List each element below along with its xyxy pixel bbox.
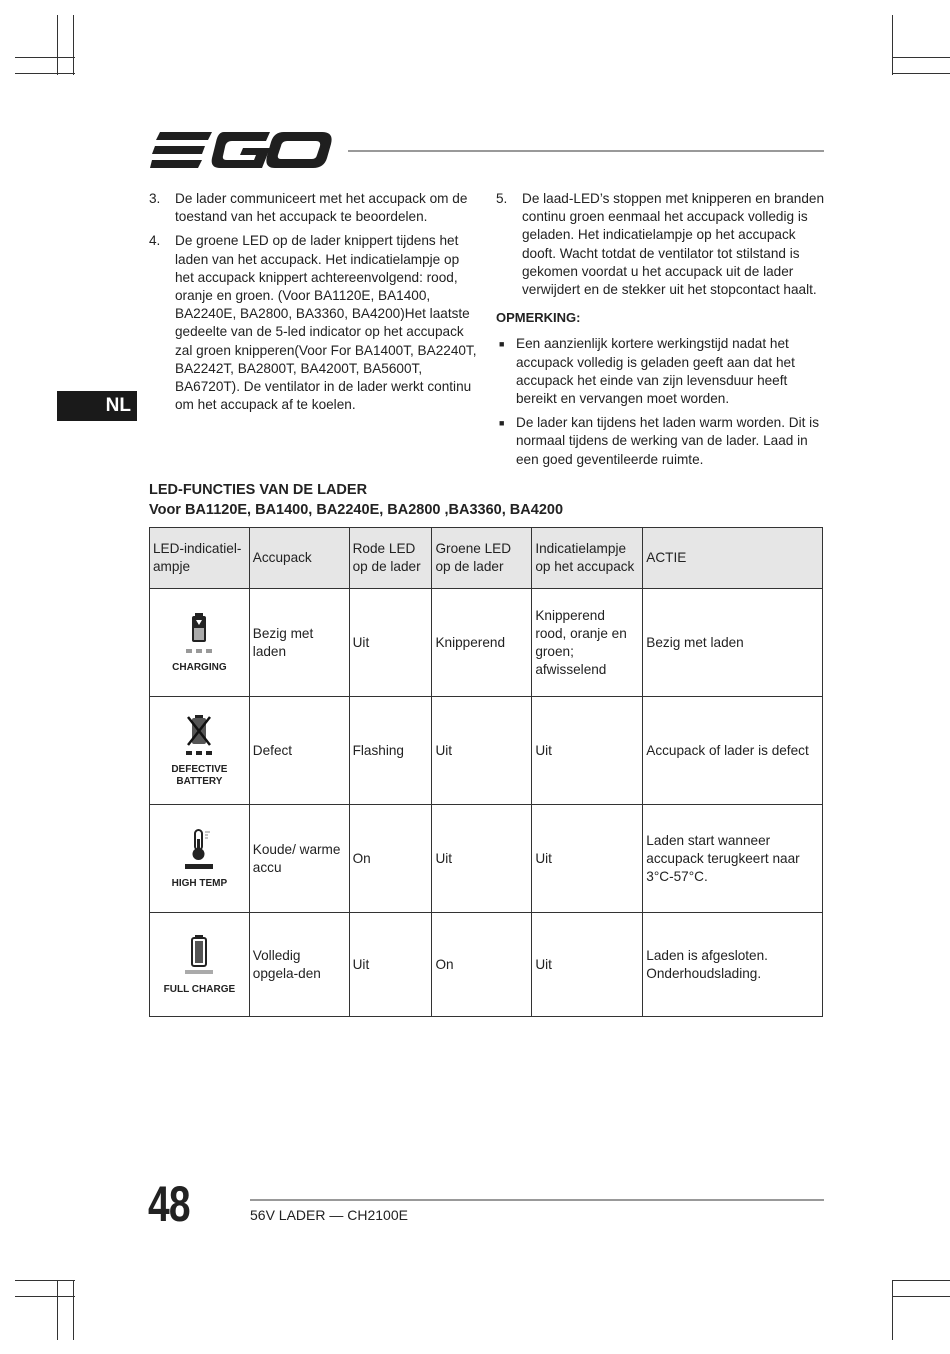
crop-mark [892, 57, 950, 58]
icon-caption: DEFECTIVE BATTERY [171, 764, 228, 787]
crop-mark [73, 1280, 74, 1340]
square-bullet-icon: ■ [499, 418, 505, 429]
table-cell: Knipperend [432, 589, 532, 697]
column-header: Rode LED op de lader [349, 528, 432, 589]
table-row [150, 805, 823, 913]
item-text: De laad-LED’s stoppen met knipperen en branden continu groen eenmaal het accupack volledig is geladen. Het indicatielampje op het accupack dooft. Wacht totdat de ventilator tot stilstand is gekomen voordat u het accupack uit de lader verwijdert en de stekker uit het stopcontact haalt. [522, 191, 825, 298]
ego-logo [150, 128, 332, 172]
header-rule [348, 150, 824, 152]
item-number: 4. [149, 233, 161, 249]
crop-mark [892, 1280, 950, 1281]
icon-caption: HIGH TEMP [171, 878, 228, 889]
table-cell: Knipperend rood, oranje en groen; afwisselend [532, 589, 643, 697]
thermometer-icon [184, 827, 214, 871]
note-bullet [496, 335, 826, 408]
table-cell: Uit [349, 913, 432, 1017]
led-indicator-cell [150, 913, 250, 1017]
charging-battery-icon [184, 611, 214, 655]
crop-mark [15, 1296, 75, 1297]
note-title: OPMERKING: [496, 310, 581, 326]
table-cell: Uit [532, 913, 643, 1017]
item-number: 5. [496, 191, 508, 206]
table-cell: Flashing [349, 697, 432, 805]
table-cell: Defect [249, 697, 349, 805]
table-cell: Laden is afgesloten. Onderhoudslading. [643, 913, 823, 1017]
list-item [149, 190, 479, 226]
section-subtitle: Voor BA1120E, BA1400, BA2240E, BA2800 ,BA3360, BA4200 [149, 502, 564, 518]
table-cell: Volledig opgela-den [249, 913, 349, 1017]
table-cell: Bezig met laden [249, 589, 349, 697]
note-bullet [496, 414, 826, 469]
column-header: LED-indicatiel-ampje [150, 528, 250, 589]
defective-battery-icon [184, 713, 214, 757]
crop-mark [57, 1280, 58, 1340]
led-functions-table [149, 527, 823, 1017]
square-bullet-icon: ■ [499, 339, 505, 350]
crop-mark [892, 1280, 893, 1340]
list-item [496, 190, 826, 299]
table-cell: On [349, 805, 432, 913]
item-text: De lader communiceert met het accupack om de toestand van het accupack te beoordelen. [175, 191, 468, 225]
table-cell: Uit [532, 697, 643, 805]
bullet-text: De lader kan tijdens het laden warm worden. Dit is normaal tijdens de werking van de lader. Laad in een goed geventileerde ruimte. [516, 415, 819, 467]
section-title: LED-FUNCTIES VAN DE LADER [149, 482, 368, 498]
crop-mark [15, 1280, 75, 1281]
table-cell: On [432, 913, 532, 1017]
crop-mark [892, 1296, 950, 1297]
table-row [150, 913, 823, 1017]
table-cell: Accupack of lader is defect [643, 697, 823, 805]
table-header-row [150, 528, 823, 589]
table-cell: Koude/ warme accu [249, 805, 349, 913]
icon-caption: CHARGING [172, 662, 227, 673]
column-header: Groene LED op de lader [432, 528, 532, 589]
item-text: De groene LED op de lader knippert tijdens het laden van het accupack. Het indicatielampje op het accupack knippert achtereenvolgend: rood, oranje en groen. (Voor BA1120E, BA1400, BA2240E, BA2800, BA3360, BA4200)Het laatste gedeelte van de 5-led indicator op het accupack zal groen knipperen(Voor For BA1400T, BA2240T, BA2242T, BA2800T, BA4200T, BA5600T, BA6720T). De ventilator in de lader werkt continu om het accupack af te koelen. [175, 233, 477, 413]
table-cell: Uit [532, 805, 643, 913]
section-heading [149, 480, 563, 520]
led-indicator-cell [150, 697, 250, 805]
page-number: 48 [148, 1176, 190, 1232]
column-header: ACTIE [643, 528, 823, 589]
crop-mark [73, 15, 74, 75]
bullet-text: Een aanzienlijk kortere werkingstijd nadat het accupack volledig is geladen geeft aan dat het accupack het einde van zijn levensduur heeft bereikt en vervangen moet worden. [516, 336, 795, 407]
table-cell: Bezig met laden [643, 589, 823, 697]
table-cell: Uit [349, 589, 432, 697]
right-column [496, 190, 826, 475]
icon-caption: FULL CHARGE [163, 984, 236, 995]
list-item [149, 232, 479, 414]
language-tab: NL [57, 391, 137, 421]
crop-mark [15, 73, 75, 74]
column-header: Indicatielampje op het accupack [532, 528, 643, 589]
column-header: Accupack [249, 528, 349, 589]
table-cell: Laden start wanneer accupack terugkeert naar 3°C-57°C. [643, 805, 823, 913]
left-column [149, 190, 479, 420]
led-indicator-cell [150, 589, 250, 697]
crop-mark [892, 73, 950, 74]
crop-mark [15, 57, 75, 58]
full-battery-icon [184, 933, 214, 977]
table-cell: Uit [432, 805, 532, 913]
table-row [150, 589, 823, 697]
footer-rule [250, 1199, 824, 1201]
crop-mark [57, 15, 58, 75]
table-cell: Uit [432, 697, 532, 805]
led-indicator-cell [150, 805, 250, 913]
table-row [150, 697, 823, 805]
footer-text: 56V LADER — CH2100E [250, 1207, 408, 1223]
item-number: 3. [149, 191, 161, 206]
crop-mark [892, 15, 893, 75]
